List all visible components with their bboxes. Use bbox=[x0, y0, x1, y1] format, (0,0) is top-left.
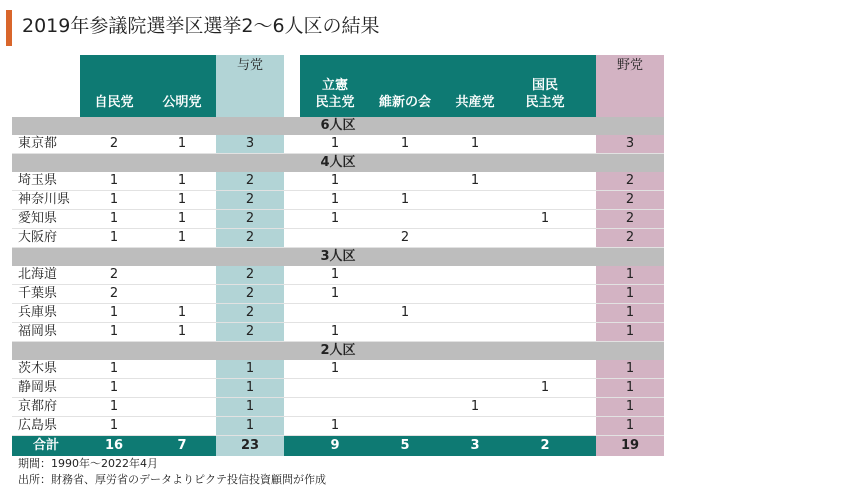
ishin-cell bbox=[370, 323, 440, 342]
ishin-cell bbox=[370, 398, 440, 417]
gap-cell-2 bbox=[580, 304, 596, 323]
header-rikken: 立憲 民主党 bbox=[300, 55, 370, 117]
kokumin-cell bbox=[510, 323, 580, 342]
jimin-cell: 2 bbox=[80, 266, 148, 285]
yato-cell: 1 bbox=[596, 304, 664, 323]
rikken-cell bbox=[300, 304, 370, 323]
table-row bbox=[12, 285, 664, 304]
komei-cell bbox=[148, 266, 216, 285]
kyosan-cell bbox=[440, 285, 510, 304]
rikken-cell: 1 bbox=[300, 323, 370, 342]
table-row bbox=[12, 304, 664, 323]
gap-cell bbox=[284, 360, 300, 379]
kyosan-cell bbox=[440, 210, 510, 229]
kokumin-cell bbox=[510, 417, 580, 436]
header-kyosan: 共産党 bbox=[440, 55, 510, 117]
komei-cell: 1 bbox=[148, 304, 216, 323]
group-label: 4人区 bbox=[12, 154, 664, 173]
rikken-cell: 1 bbox=[300, 360, 370, 379]
ishin-cell bbox=[370, 379, 440, 398]
komei-cell bbox=[148, 379, 216, 398]
total-rikken: 9 bbox=[300, 436, 370, 457]
jimin-cell: 1 bbox=[80, 172, 148, 191]
jimin-cell: 1 bbox=[80, 379, 148, 398]
total-gap-2 bbox=[580, 436, 596, 457]
gap-cell-2 bbox=[580, 229, 596, 248]
gap-cell-2 bbox=[580, 135, 596, 154]
kyosan-cell bbox=[440, 360, 510, 379]
jimin-cell: 1 bbox=[80, 191, 148, 210]
kyosan-cell bbox=[440, 323, 510, 342]
yoto-cell: 1 bbox=[216, 360, 284, 379]
yoto-cell: 1 bbox=[216, 398, 284, 417]
gap-cell-2 bbox=[580, 210, 596, 229]
gap-cell-2 bbox=[580, 285, 596, 304]
group-row bbox=[12, 154, 664, 173]
yoto-cell: 2 bbox=[216, 210, 284, 229]
ishin-cell bbox=[370, 285, 440, 304]
yoto-cell: 1 bbox=[216, 417, 284, 436]
table-row bbox=[12, 135, 664, 154]
komei-cell bbox=[148, 360, 216, 379]
prefecture-cell: 兵庫県 bbox=[12, 304, 80, 323]
rikken-cell: 1 bbox=[300, 191, 370, 210]
total-komei: 7 bbox=[148, 436, 216, 457]
total-kokumin: 2 bbox=[510, 436, 580, 457]
table-row bbox=[12, 172, 664, 191]
header-kokumin: 国民 民主党 bbox=[510, 55, 580, 117]
ishin-cell: 1 bbox=[370, 304, 440, 323]
komei-cell: 1 bbox=[148, 323, 216, 342]
kokumin-cell bbox=[510, 266, 580, 285]
rikken-cell bbox=[300, 398, 370, 417]
yato-cell: 1 bbox=[596, 323, 664, 342]
prefecture-cell: 福岡県 bbox=[12, 323, 80, 342]
header-komei: 公明党 bbox=[148, 55, 216, 117]
table-row bbox=[12, 398, 664, 417]
yato-cell: 1 bbox=[596, 379, 664, 398]
title-accent-bar bbox=[6, 10, 12, 46]
prefecture-cell: 大阪府 bbox=[12, 229, 80, 248]
table-row bbox=[12, 323, 664, 342]
ishin-cell bbox=[370, 172, 440, 191]
komei-cell: 1 bbox=[148, 229, 216, 248]
gap-cell bbox=[284, 229, 300, 248]
yato-cell: 2 bbox=[596, 191, 664, 210]
group-label: 3人区 bbox=[12, 248, 664, 267]
gap-cell bbox=[284, 379, 300, 398]
jimin-cell: 1 bbox=[80, 398, 148, 417]
jimin-cell: 1 bbox=[80, 323, 148, 342]
note-period: 期間：1990年～2022年4月 bbox=[18, 457, 158, 470]
table-row bbox=[12, 191, 664, 210]
table-row bbox=[12, 229, 664, 248]
kyosan-cell bbox=[440, 266, 510, 285]
gap-cell bbox=[284, 172, 300, 191]
kyosan-cell: 1 bbox=[440, 135, 510, 154]
kokumin-cell bbox=[510, 304, 580, 323]
kokumin-cell bbox=[510, 229, 580, 248]
kyosan-cell bbox=[440, 379, 510, 398]
gap-cell bbox=[284, 191, 300, 210]
gap-cell bbox=[284, 398, 300, 417]
yoto-cell: 3 bbox=[216, 135, 284, 154]
yoto-cell: 2 bbox=[216, 285, 284, 304]
jimin-cell: 1 bbox=[80, 229, 148, 248]
prefecture-cell: 京都府 bbox=[12, 398, 80, 417]
total-jimin: 16 bbox=[80, 436, 148, 457]
komei-cell: 1 bbox=[148, 172, 216, 191]
prefecture-cell: 静岡県 bbox=[12, 379, 80, 398]
header-row bbox=[12, 55, 664, 117]
yato-cell: 3 bbox=[596, 135, 664, 154]
ishin-cell bbox=[370, 360, 440, 379]
yato-cell: 1 bbox=[596, 417, 664, 436]
komei-cell: 1 bbox=[148, 210, 216, 229]
komei-cell: 1 bbox=[148, 135, 216, 154]
ishin-cell bbox=[370, 210, 440, 229]
table-row bbox=[12, 210, 664, 229]
total-ishin: 5 bbox=[370, 436, 440, 457]
ishin-cell: 2 bbox=[370, 229, 440, 248]
header-gap bbox=[284, 55, 300, 117]
header-yoto: 与党 bbox=[216, 55, 284, 117]
rikken-cell: 1 bbox=[300, 285, 370, 304]
gap-cell bbox=[284, 210, 300, 229]
yato-cell: 1 bbox=[596, 360, 664, 379]
table-row bbox=[12, 360, 664, 379]
prefecture-cell: 広島県 bbox=[12, 417, 80, 436]
gap-cell-2 bbox=[580, 323, 596, 342]
rikken-cell: 1 bbox=[300, 417, 370, 436]
header-yato: 野党 bbox=[596, 55, 664, 117]
jimin-cell: 1 bbox=[80, 304, 148, 323]
kyosan-cell bbox=[440, 304, 510, 323]
jimin-cell: 2 bbox=[80, 135, 148, 154]
kyosan-cell: 1 bbox=[440, 398, 510, 417]
komei-cell: 1 bbox=[148, 191, 216, 210]
yato-cell: 1 bbox=[596, 266, 664, 285]
gap-cell bbox=[284, 285, 300, 304]
total-kyosan: 3 bbox=[440, 436, 510, 457]
kyosan-cell bbox=[440, 191, 510, 210]
rikken-cell: 1 bbox=[300, 135, 370, 154]
prefecture-cell: 埼玉県 bbox=[12, 172, 80, 191]
kokumin-cell bbox=[510, 285, 580, 304]
header-gap-2 bbox=[580, 55, 596, 117]
rikken-cell: 1 bbox=[300, 210, 370, 229]
gap-cell-2 bbox=[580, 191, 596, 210]
group-row bbox=[12, 248, 664, 267]
prefecture-cell: 千葉県 bbox=[12, 285, 80, 304]
prefecture-cell: 神奈川県 bbox=[12, 191, 80, 210]
gap-cell bbox=[284, 135, 300, 154]
rikken-cell: 1 bbox=[300, 266, 370, 285]
note-source: 出所：財務省、厚労省のデータよりピクテ投信投資顧問が作成 bbox=[18, 473, 326, 486]
gap-cell bbox=[284, 304, 300, 323]
kokumin-cell: 1 bbox=[510, 379, 580, 398]
kokumin-cell bbox=[510, 191, 580, 210]
kokumin-cell: 1 bbox=[510, 210, 580, 229]
yato-cell: 2 bbox=[596, 172, 664, 191]
jimin-cell: 2 bbox=[80, 285, 148, 304]
yoto-cell: 2 bbox=[216, 172, 284, 191]
jimin-cell: 1 bbox=[80, 417, 148, 436]
komei-cell bbox=[148, 285, 216, 304]
kokumin-cell bbox=[510, 172, 580, 191]
yoto-cell: 2 bbox=[216, 191, 284, 210]
total-label: 合計 bbox=[12, 436, 80, 457]
election-results-table bbox=[12, 55, 664, 456]
gap-cell-2 bbox=[580, 379, 596, 398]
prefecture-cell: 茨木県 bbox=[12, 360, 80, 379]
gap-cell-2 bbox=[580, 398, 596, 417]
rikken-cell: 1 bbox=[300, 172, 370, 191]
gap-cell-2 bbox=[580, 172, 596, 191]
yoto-cell: 2 bbox=[216, 229, 284, 248]
jimin-cell: 1 bbox=[80, 210, 148, 229]
yato-cell: 1 bbox=[596, 285, 664, 304]
table-row bbox=[12, 379, 664, 398]
yato-cell: 1 bbox=[596, 398, 664, 417]
yoto-cell: 2 bbox=[216, 266, 284, 285]
gap-cell bbox=[284, 323, 300, 342]
page-title: 2019年参議院選挙区選挙2～6人区の結果 bbox=[22, 15, 380, 37]
rikken-cell bbox=[300, 379, 370, 398]
total-gap bbox=[284, 436, 300, 457]
ishin-cell bbox=[370, 417, 440, 436]
group-row bbox=[12, 342, 664, 361]
table-row bbox=[12, 417, 664, 436]
ishin-cell bbox=[370, 266, 440, 285]
kokumin-cell bbox=[510, 398, 580, 417]
ishin-cell: 1 bbox=[370, 191, 440, 210]
kokumin-cell bbox=[510, 135, 580, 154]
header-name bbox=[12, 55, 80, 117]
gap-cell-2 bbox=[580, 266, 596, 285]
kyosan-cell bbox=[440, 229, 510, 248]
gap-cell bbox=[284, 417, 300, 436]
kyosan-cell bbox=[440, 417, 510, 436]
gap-cell bbox=[284, 266, 300, 285]
kokumin-cell bbox=[510, 360, 580, 379]
table-row bbox=[12, 266, 664, 285]
prefecture-cell: 北海道 bbox=[12, 266, 80, 285]
total-yoto: 23 bbox=[216, 436, 284, 457]
prefecture-cell: 愛知県 bbox=[12, 210, 80, 229]
komei-cell bbox=[148, 398, 216, 417]
header-ishin: 維新の会 bbox=[370, 55, 440, 117]
yato-cell: 2 bbox=[596, 210, 664, 229]
kyosan-cell: 1 bbox=[440, 172, 510, 191]
komei-cell bbox=[148, 417, 216, 436]
gap-cell-2 bbox=[580, 417, 596, 436]
total-yato: 19 bbox=[596, 436, 664, 457]
group-label: 6人区 bbox=[12, 117, 664, 135]
notes bbox=[18, 456, 326, 488]
header-jimin: 自民党 bbox=[80, 55, 148, 117]
group-row bbox=[12, 117, 664, 135]
total-row bbox=[12, 436, 664, 457]
ishin-cell: 1 bbox=[370, 135, 440, 154]
jimin-cell: 1 bbox=[80, 360, 148, 379]
yato-cell: 2 bbox=[596, 229, 664, 248]
rikken-cell bbox=[300, 229, 370, 248]
yoto-cell: 2 bbox=[216, 323, 284, 342]
group-label: 2人区 bbox=[12, 342, 664, 361]
yoto-cell: 2 bbox=[216, 304, 284, 323]
yoto-cell: 1 bbox=[216, 379, 284, 398]
gap-cell-2 bbox=[580, 360, 596, 379]
prefecture-cell: 東京都 bbox=[12, 135, 80, 154]
